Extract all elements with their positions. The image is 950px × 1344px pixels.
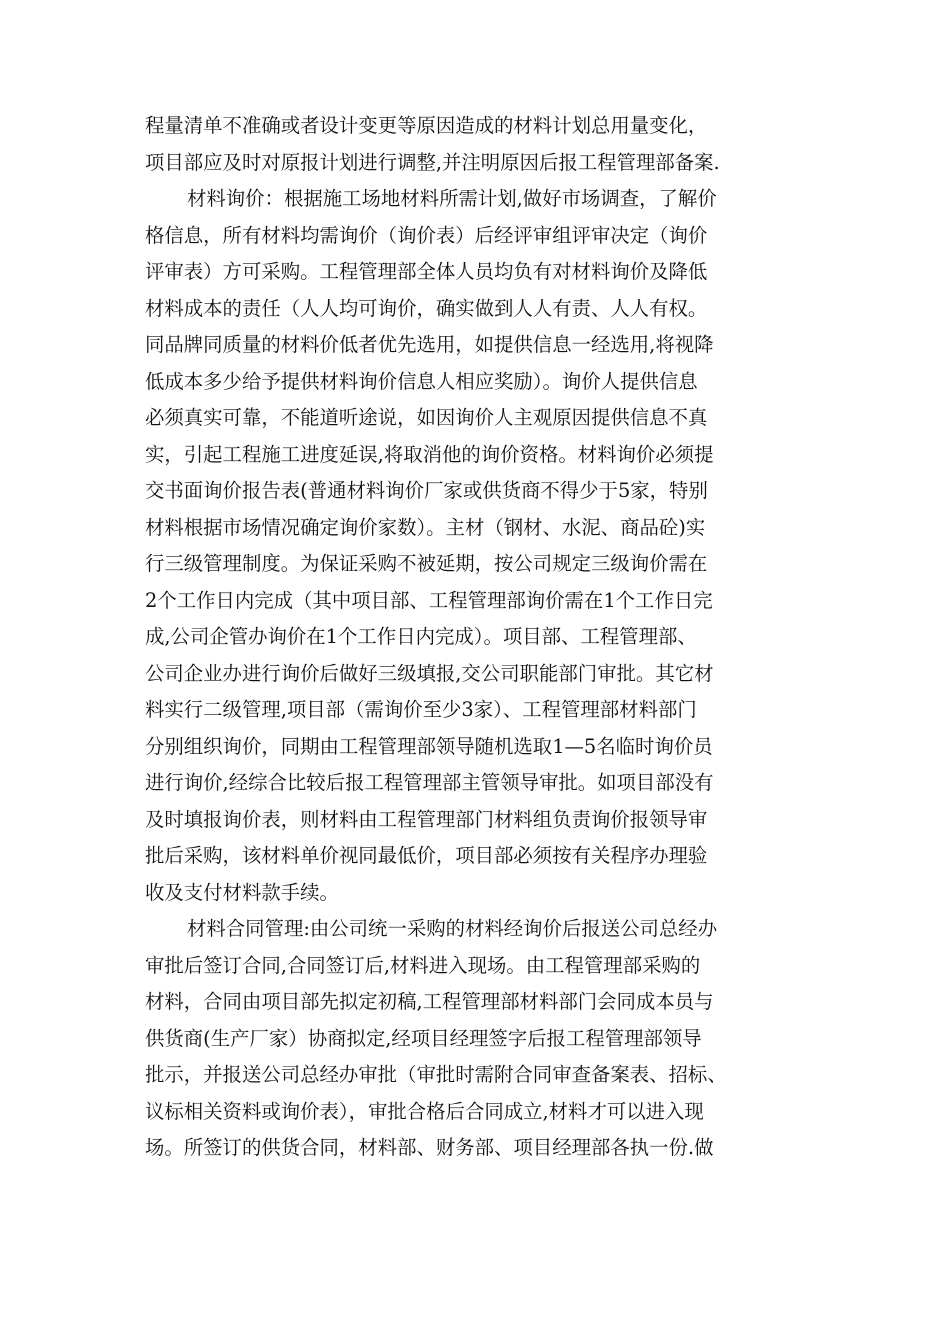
text-line: 分别组织询价，同期由工程管理部领导随机选取1—5名临时询价员 bbox=[145, 734, 713, 758]
paragraph-start-line: 材料询价：根据施工场地材料所需计划,做好市场调查，了解价 bbox=[187, 187, 717, 210]
document-body bbox=[145, 108, 810, 1167]
text-line: 及时填报询价表，则材料由工程管理部门材料组负责询价报领导审 bbox=[145, 807, 708, 831]
text-line: 材料根据市场情况确定询价家数）。主材（钢材、水泥、商品砼)实 bbox=[145, 515, 706, 539]
text-line: 同品牌同质量的材料价低者优先选用，如提供信息一经选用,将视降 bbox=[145, 333, 714, 356]
paragraph-start-line: 材料合同管理:由公司统一采购的材料经询价后报送公司总经办 bbox=[187, 917, 718, 940]
text-line: 材料，合同由项目部先拟定初稿,工程管理部材料部门会同成本员与 bbox=[145, 990, 714, 1013]
text-line: 行三级管理制度。为保证采购不被延期，按公司规定三级询价需在 bbox=[145, 552, 708, 575]
text-line: 必须真实可靠，不能道听途说，如因询价人主观原因提供信息不真 bbox=[145, 406, 708, 429]
text-line: 实，引起工程施工进度延误,将取消他的询价资格。材料询价必须提 bbox=[145, 442, 714, 466]
text-line: 2个工作日内完成（其中项目部、工程管理部询价需在1个工作日完 bbox=[145, 588, 713, 612]
text-line: 批示，并报送公司总经办审批（审批时需附合同审查备案表、招标、 bbox=[145, 1063, 727, 1086]
text-line: 审批后签订合同,合同签订后,材料进入现场。由工程管理部采购的 bbox=[145, 953, 701, 977]
text-line: 格信息，所有材料均需询价（询价表）后经评审组评审决定（询价 bbox=[145, 223, 708, 247]
text-line: 收及支付材料款手续。 bbox=[145, 880, 339, 904]
text-line: 供货商(生产厂家）协商拟定,经项目经理签字后报工程管理部领导 bbox=[145, 1026, 702, 1050]
text-line: 议标相关资料或询价表），审批合格后合同成立,材料才可以进入现 bbox=[145, 1099, 704, 1123]
text-line: 交书面询价报告表(普通材料询价厂家或供货商不得少于5家，特别 bbox=[145, 479, 708, 502]
text-line: 进行询价,经综合比较后报工程管理部主管领导审批。如项目部没有 bbox=[145, 771, 714, 794]
text-line: 项目部应及时对原报计划进行调整,并注明原因后报工程管理部备案. bbox=[145, 150, 720, 174]
text-line: 评审表）方可采购。工程管理部全体人员均负有对材料询价及降低 bbox=[145, 260, 708, 283]
text-line: 场。所签订的供货合同，材料部、财务部、项目经理部各执一份.做 bbox=[145, 1136, 714, 1159]
text-line: 材料成本的责任（人人均可询价，确实做到人人有责、人人有权。 bbox=[145, 296, 708, 320]
text-line: 料实行二级管理,项目部（需询价至少3家）、工程管理部材料部门 bbox=[145, 698, 697, 721]
text-line: 公司企业办进行询价后做好三级填报,交公司职能部门审批。其它材 bbox=[145, 661, 714, 685]
text-line: 低成本多少给予提供材料询价信息人相应奖励）。询价人提供信息 bbox=[145, 369, 698, 393]
text-line: 程量清单不准确或者设计变更等原因造成的材料计划总用量变化， bbox=[145, 114, 708, 137]
text-line: 批后采购，该材料单价视同最低价，项目部必须按有关程序办理验 bbox=[145, 844, 708, 867]
text-line: 成,公司企管办询价在1个工作日内完成）。项目部、工程管理部、 bbox=[145, 625, 697, 648]
